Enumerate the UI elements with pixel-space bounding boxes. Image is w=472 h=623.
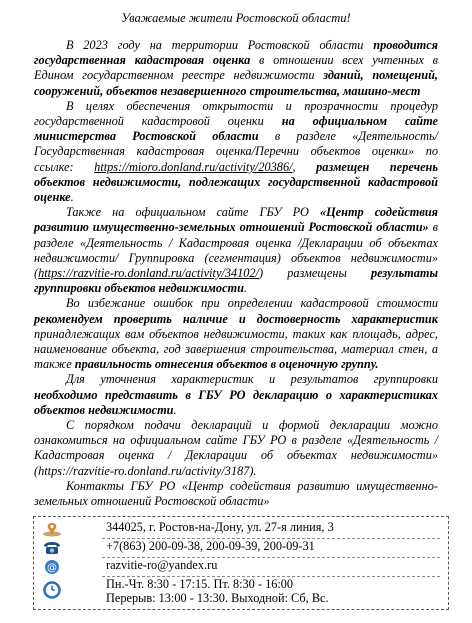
text: Для уточнения характеристик и результатов группировки [66, 372, 438, 387]
paragraph-check [34, 296, 438, 372]
text: В 2023 году на территории Ростовской области [66, 38, 374, 52]
contact-hours-break: Перерыв: 13:00 - 13:30. Выходной: Сб, Вс. [106, 591, 329, 605]
contact-email[interactable]: razvitie-ro@yandex.ru [106, 558, 218, 572]
paragraph-ministry-site [34, 99, 438, 205]
location-pin-icon [40, 521, 64, 537]
bold-text: на официальном сайте министерства Ростовской области [34, 114, 439, 144]
text: В целях обеспечения открытости и прозрачности процедур государственной кадастровой оценки [34, 98, 438, 129]
bold-text: необходимо представить в ГБУ РО декларацию о характеристиках объектов недвижимости [34, 387, 438, 417]
bold-text: результаты группировки объектов недвижимости [34, 266, 438, 296]
bold-text: правильность отнесения объектов в оценочную группу. [74, 357, 379, 372]
contact-address: 344025, г. Ростов-на-Дону, ул. 27-я линия, 3 [106, 520, 334, 534]
notice-title: Уважаемые жители Ростовской области! [121, 11, 351, 25]
text: . [70, 190, 74, 205]
ministry-link[interactable]: https://mioro.donland.ru/activity/20386/ [94, 159, 293, 174]
text: , [292, 159, 317, 174]
text: Также на официальном сайте ГБУ РО [66, 205, 320, 220]
svg-text:@: @ [47, 562, 57, 574]
text: ) размещены [258, 266, 371, 281]
text: в разделе «Деятельность / Кадастровая оценка /Декларации об объектах недвижимости/ Группировка (сегментация) объектов недвижимости» ( [34, 220, 438, 281]
clock-icon [40, 582, 64, 598]
text: Во избежание ошибок при определении кадастровой стоимости [66, 296, 438, 311]
contacts-box [33, 516, 449, 610]
bold-text: размещен перечень объектов недвижимости, подлежащих государственной кадастровой оценке [34, 159, 439, 205]
email-icon [40, 559, 64, 575]
bold-text: зданий, помещений, сооружений, объектов незавершенного строительства, машино-мест [34, 68, 438, 98]
bold-text: «Центр содействия развитию имущественно-земельных отношений Ростовской области» [34, 205, 438, 235]
text: . [243, 281, 248, 296]
notice-document [34, 10, 438, 509]
text: в разделе «Деятельность/Государственная кадастровая оценка/Перечни объектов оценки» по ссылке: [34, 129, 438, 174]
text: . [173, 402, 177, 417]
text: в отношении всех учтенных в Едином государственном реестре недвижимости [34, 53, 439, 83]
grouping-link[interactable]: https://razvitie-ro.donland.ru/activity/34102/ [38, 266, 259, 281]
phone-icon [40, 540, 64, 556]
contact-hours-weekdays: Пн.-Чт. 8:30 - 17:15. Пт. 8:30 - 16:00 [106, 577, 294, 591]
paragraph-procedure: С порядком подачи деклараций и формой декларации можно ознакомиться на официальном сайте ГБУ РО в разделе «Деятельность / Кадастровая оценка / Декларации об объектах недвижимости» (https://razvitie-ro.donland.ru/activity/3187). [34, 418, 438, 478]
text: принадлежащих вам объектов недвижимости, таких как площадь, адрес, наименование объекта, год завершения строительства, материал стен, а также [34, 326, 438, 372]
contact-phones: +7(863) 200-09-38, 200-09-39, 200-09-31 [106, 539, 315, 553]
paragraph-assessment [34, 38, 438, 99]
bold-text: проводится государственная кадастровая оценка [34, 38, 438, 68]
bold-text: рекомендуем проверить наличие и достоверность характеристик [34, 311, 438, 326]
paragraph-grouping [34, 205, 438, 296]
paragraph-declaration [34, 372, 438, 418]
paragraph-contacts-heading: Контакты ГБУ РО «Центр содействия развитию имущественно-земельных отношений Ростовской области» [34, 478, 438, 509]
